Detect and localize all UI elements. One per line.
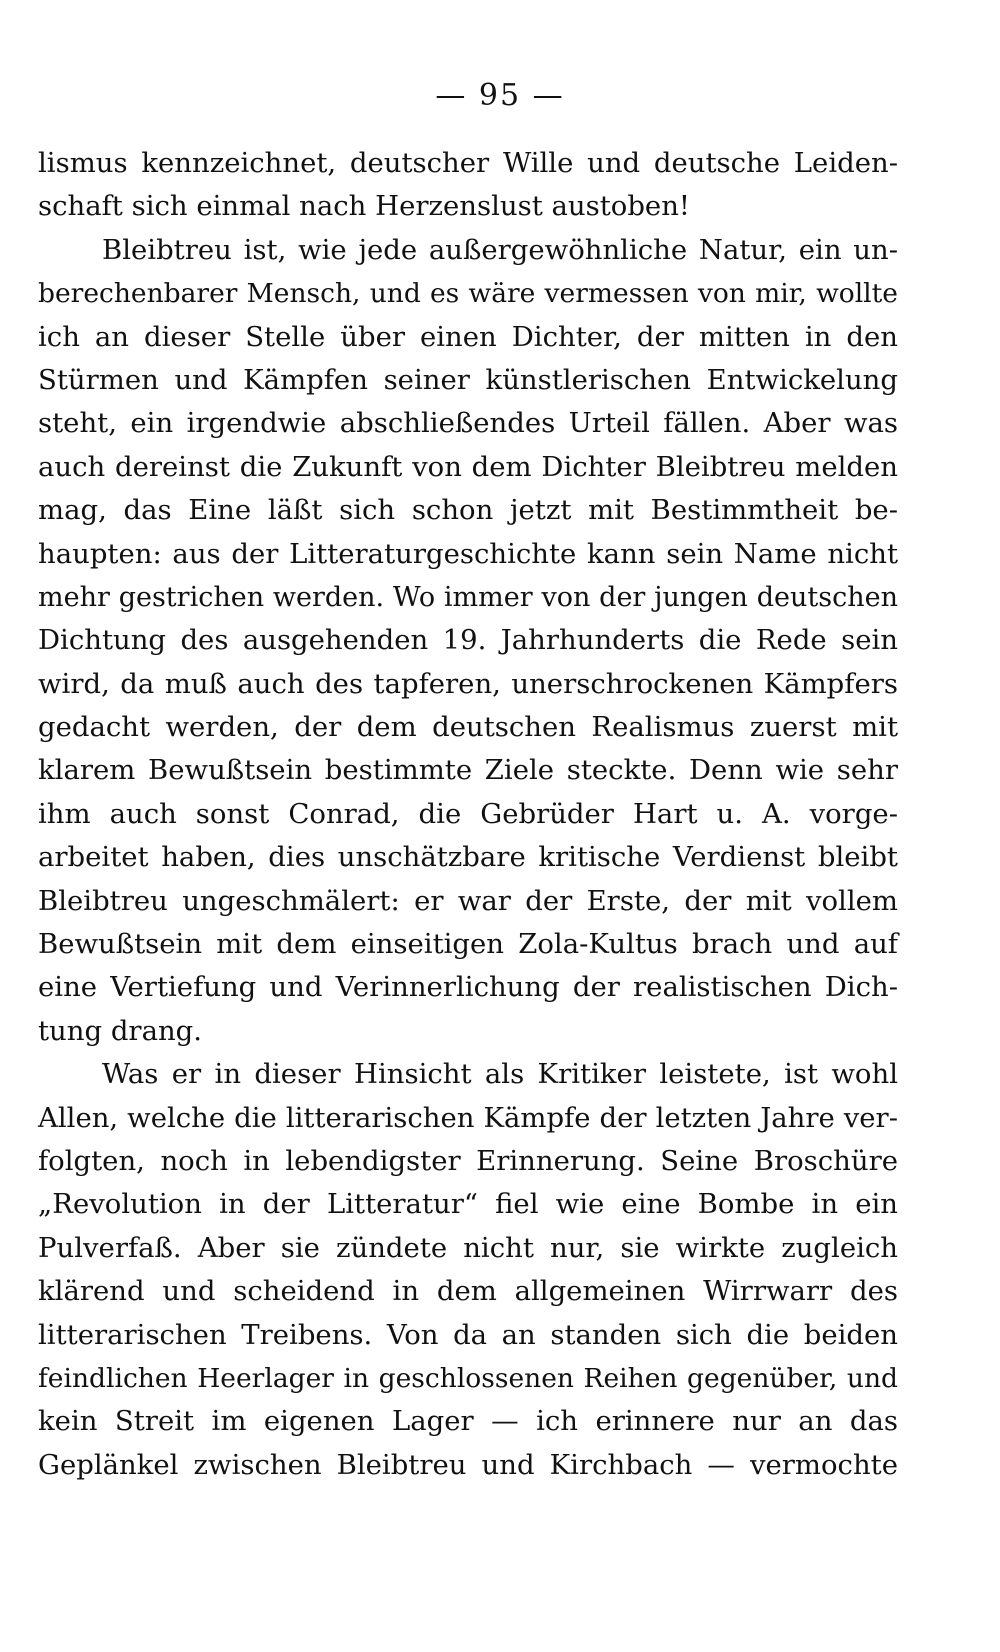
text-line: Dichtung des ausgehenden 19. Jahrhunderts die Rede sein — [38, 624, 898, 657]
text-line: berechenbarer Mensch, und es wäre vermessen von mir, wollte — [38, 278, 898, 310]
text-line: mehr gestrichen werden. Wo immer von der jungen deutschen — [38, 581, 898, 613]
text-line: wird, da muß auch des tapferen, unerschrockenen Kämpfers — [38, 667, 898, 700]
text-line: kein Streit im eigenen Lager — ich erinnere nur an das — [38, 1405, 898, 1438]
text-line: Geplänkel zwischen Bleibtreu und Kirchbach — vermochte — [38, 1448, 898, 1481]
text-line: haupten: aus der Litteraturgeschichte kann sein Name nicht — [38, 537, 898, 570]
text-line: folgten, noch in lebendigster Erinnerung. Seine Broschüre — [38, 1144, 898, 1177]
text-line: „Revolution in der Litteratur“ fiel wie eine Bombe in ein — [38, 1188, 898, 1221]
text-line: auch dereinst die Zukunft von dem Dichter Bleibtreu melden — [38, 450, 898, 483]
text-line: Allen, welche die litterarischen Kämpfe der letzten Jahre ver- — [38, 1101, 898, 1134]
text-line: Stürmen und Kämpfen seiner künstlerischen Entwickelung — [38, 363, 898, 396]
text-line: arbeitet haben, dies unschätzbare kritische Verdienst bleibt — [38, 841, 898, 874]
text-line: klarem Bewußtsein bestimmte Ziele steckte. Denn wie sehr — [38, 754, 898, 787]
text-line: steht, ein irgendwie abschließendes Urteil fällen. Aber was — [38, 407, 898, 440]
text-line: Bleibtreu ist, wie jede außergewöhnliche Natur, ein un- — [102, 233, 898, 266]
text-line: feindlichen Heerlager in geschlossenen Reihen gegenüber, und — [38, 1362, 898, 1394]
text-line: eine Vertiefung und Verinnerlichung der realistischen Dich- — [38, 971, 898, 1004]
text-line: klärend und scheidend in dem allgemeinen Wirrwarr des — [38, 1275, 898, 1308]
text-line: ihm auch sonst Conrad, die Gebrüder Hart u. A. vorge- — [38, 797, 898, 830]
text-line: gedacht werden, der dem deutschen Realismus zuerst mit — [38, 711, 898, 744]
text-line: schaft sich einmal nach Herzenslust austoben! — [38, 190, 690, 223]
text-line: lismus kennzeichnet, deutscher Wille und deutsche Leiden- — [38, 147, 898, 179]
text-line: Bewußtsein mit dem einseitigen Zola-Kultus brach und auf — [38, 928, 898, 961]
text-line: Pulverfaß. Aber sie zündete nicht nur, sie wirkte zugleich — [38, 1231, 898, 1264]
text-line: litterarischen Treibens. Von da an standen sich die beiden — [38, 1318, 898, 1351]
page-number: — 95 — — [435, 78, 565, 113]
text-line: Bleibtreu ungeschmälert: er war der Erste, der mit vollem — [38, 884, 898, 917]
body-text — [38, 142, 898, 1487]
text-line: ich an dieser Stelle über einen Dichter, der mitten in den — [38, 320, 898, 353]
text-line: mag, das Eine läßt sich schon jetzt mit Bestimmtheit be- — [38, 494, 898, 527]
text-line: Was er in dieser Hinsicht als Kritiker leistete, ist wohl — [102, 1058, 898, 1091]
text-line: tung drang. — [38, 1014, 203, 1047]
